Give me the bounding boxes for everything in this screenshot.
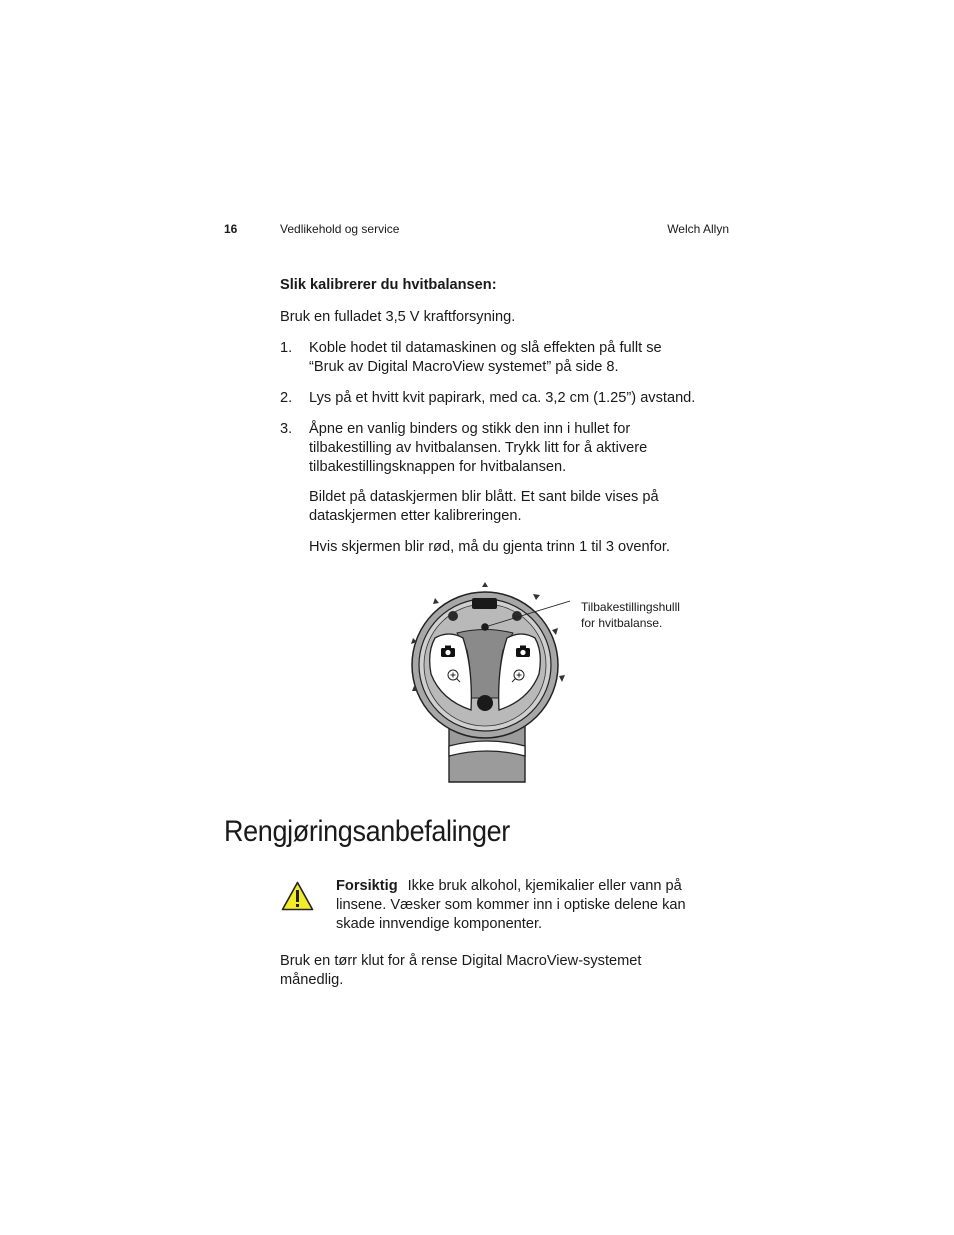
device-illustration (405, 578, 570, 784)
reset-hole-callout: Tilbakestillingshulll for hvitbalanse. (581, 600, 680, 630)
calibration-result: Bildet på dataskjermen blir blått. Et sant bilde vises på dataskjermen etter kalibreringen. (309, 489, 659, 524)
step-text: Koble hodet til datamaskinen og slå effekten på fullt se “Bruk av Digital MacroView systemet” på side 8. (309, 340, 662, 375)
step-number: 1. (280, 340, 293, 356)
cleaning-body: Bruk en tørr klut for å rense Digital MacroView-systemet månedlig. (280, 953, 642, 988)
running-header-section: Vedlikehold og service (280, 222, 400, 236)
page-number: 16 (224, 222, 238, 236)
step-text: Åpne en vanlig binders og stikk den inn i hullet for tilbakestilling av hvitbalansen. Trykk litt for å aktivere tilbakestillingsknappen for hvitbalansen. (309, 421, 648, 475)
step-number: 2. (280, 390, 293, 406)
calibration-intro: Bruk en fulladet 3,5 V kraftforsyning. (280, 309, 516, 325)
calibration-retry: Hvis skjermen blir rød, må du gjenta trinn 1 til 3 ovenfor. (309, 539, 670, 555)
step-text: Lys på et hvitt kvit papirark, med ca. 3,2 cm (1.25”) avstand. (309, 390, 696, 406)
caution-label: Forsiktig (336, 878, 398, 894)
calibration-heading: Slik kalibrerer du hvitbalansen: (280, 277, 497, 293)
section-title: Rengjøringsanbefalinger (224, 815, 510, 848)
caution-note: Forsiktig Ikke bruk alkohol, kjemikalier eller vann på linsene. Væsker som kommer inn i optiske delene kan skade innvendige komponenter. (336, 878, 686, 932)
step-number: 3. (280, 421, 293, 437)
running-header-brand: Welch Allyn (667, 222, 729, 236)
warning-icon (281, 881, 314, 911)
